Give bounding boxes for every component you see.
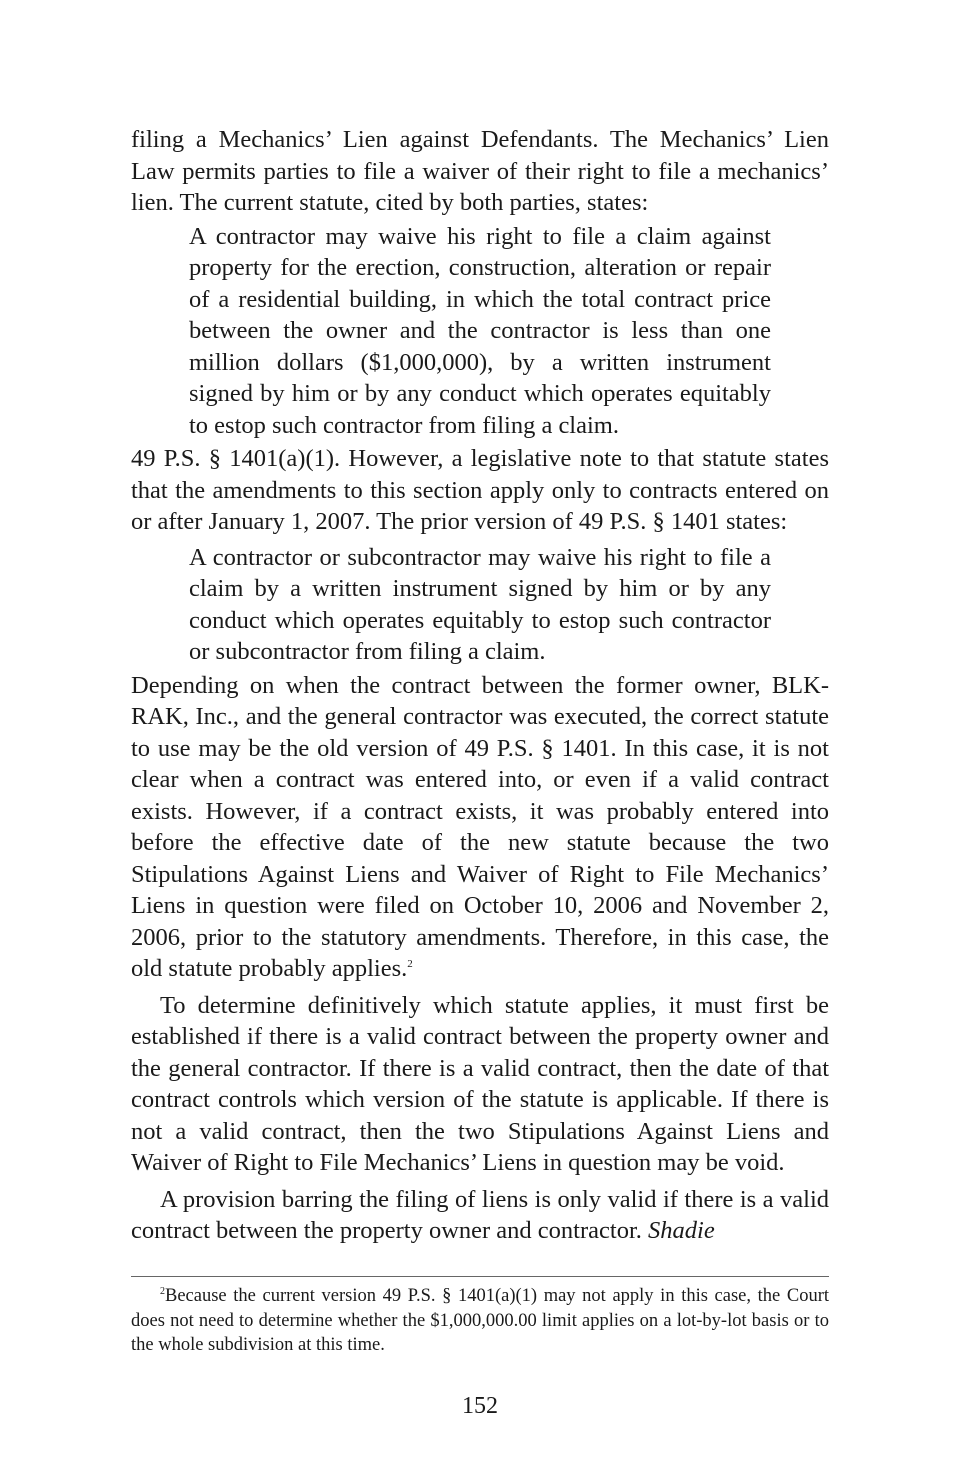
paragraph-4: To determine definitively which statute applies, it must first be established if there is a valid contract between the property owner and the general contractor. If there is a valid contract, then the date of that contract controls which version of the statute is applicable. If there is not a valid contract, then the two Stipulations Against Liens and Waiver of Right to File Mechanics’ Liens in question may be void. <box>131 991 829 1176</box>
paragraph-3 <box>131 670 829 985</box>
page-number: 152 <box>462 1393 498 1419</box>
paragraph-2: 49 P.S. § 1401(a)(1). However, a legislative note to that statute states that the amendments to this section apply only to contracts entered on or after January 1, 2007. The prior version of 49 P.S. § 1401 states: <box>131 445 829 535</box>
block-quote-prior-statute: A contractor or subcontractor may waive his right to file a claim by a written instrument signed by him or by any conduct which operates equitably to estop such contractor or subcontractor from filing a claim. <box>189 543 771 665</box>
footnote-text: Because the current version 49 P.S. § 1401(a)(1) may not apply in this case, the Court does not need to determine whether the $1,000,000.00 limit applies on a lot-by-lot basis or to the whole subdivision at this time. <box>131 1286 829 1355</box>
paragraph-5 <box>131 1184 829 1247</box>
footnote-divider <box>131 1276 829 1277</box>
case-name-italic: Shadie <box>648 1217 715 1244</box>
footnote <box>131 1284 829 1358</box>
page-body <box>131 124 829 1247</box>
paragraph-3-text: Depending on when the contract between the former owner, BLK-RAK, Inc., and the general contractor was executed, the correct statute to use may be the old version of 49 P.S. § 1401. In this case, it is not clear when a contract was entered into, or even if a valid contract exists. However, if a contract exists, it was probably entered into before the effective date of the new statute because the two Stipulations Against Liens and Waiver of Right to File Mechanics’ Liens in question were filed on October 10, 2006 and November 2, 2006, prior to the statutory amendments. Therefore, in this case, the old statute probably applies. <box>131 671 829 982</box>
footnote-marker: 2 <box>160 1285 165 1297</box>
block-quote-current-statute: A contractor may waive his right to file a claim against property for the erection, construction, alteration or repair of a residential building, in which the total contract price between the owner and the contractor is less than one million dollars ($1,000,000), by a written instrument signed by him or by any conduct which operates equitably to estop such contractor from filing a claim. <box>189 222 771 439</box>
footnote-reference: 2 <box>407 957 413 970</box>
paragraph-5-text: A provision barring the filing of liens is only valid if there is a valid contract between the property owner and contractor. <box>131 1185 829 1244</box>
paragraph-1: filing a Mechanics’ Lien against Defendants. The Mechanics’ Lien Law permits parties to file a waiver of their right to file a mechanics’ lien. The current statute, cited by both parties, states: <box>131 126 829 216</box>
